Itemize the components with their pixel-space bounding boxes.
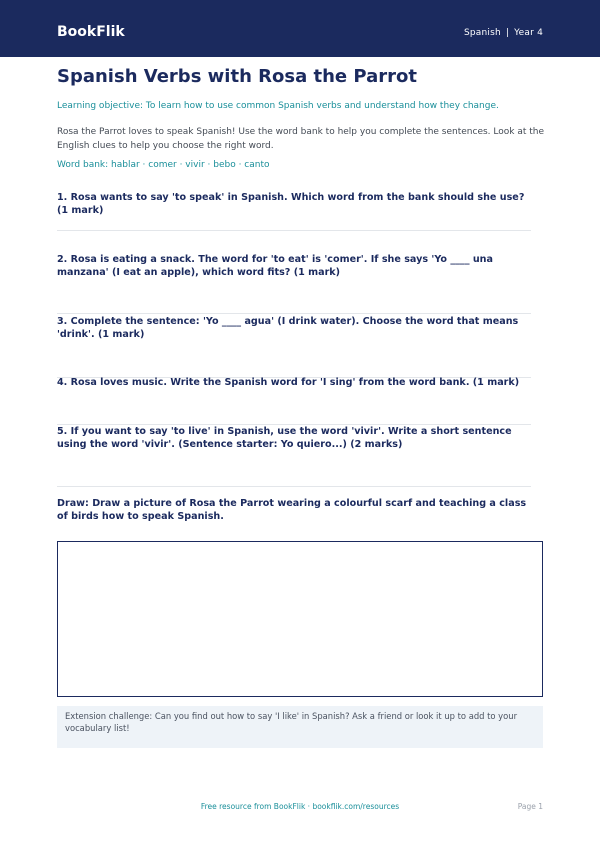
question-3: 3. Complete the sentence: 'Yo ____ agua' (I drink water). Choose the word that means 'drink'. (1 mark) xyxy=(57,316,519,340)
extension-text: Extension challenge: Can you find out how to say 'I like' in Spanish? Ask a friend or look it up to add to your vocabulary list! xyxy=(65,711,518,733)
answer-line-5[interactable] xyxy=(57,486,531,487)
extension-box xyxy=(57,706,543,748)
subject-label: Spanish xyxy=(463,28,501,38)
question-5: 5. If you want to say 'to live' in Spanish, use the word 'vivir'. Write a short sentence using the word 'vivir'. (Sentence starter: Yo quiero...) (2 marks) xyxy=(57,426,512,450)
word-bank: Word bank: hablar · comer · vivir · bebo · canto xyxy=(57,160,270,170)
year-label: Year 4 xyxy=(514,28,543,38)
question-2: 2. Rosa is eating a snack. The word for 'to eat' is 'comer'. If she says 'Yo ____ una manzana' (I eat an apple), which word fits? (1 mark) xyxy=(57,254,493,278)
answer-line-2[interactable] xyxy=(57,313,531,314)
drawing-area[interactable] xyxy=(57,541,543,697)
meta-separator: | xyxy=(505,28,510,38)
subject-year xyxy=(464,28,543,39)
learning-objective: Learning objective: To learn how to use common Spanish verbs and understand how they change. xyxy=(57,101,499,111)
question-4: 4. Rosa loves music. Write the Spanish word for 'I sing' from the word bank. (1 mark) xyxy=(57,377,520,388)
intro-text: Rosa the Parrot loves to speak Spanish! Use the word bank to help you complete the sentences. Look at the English clues to help you choose the right word. xyxy=(57,127,545,151)
footer-link[interactable]: Free resource from BookFlik · bookflik.com/resources xyxy=(200,802,400,811)
draw-prompt: Draw: Draw a picture of Rosa the Parrot wearing a colourful scarf and teaching a class of birds how to speak Spanish. xyxy=(57,498,527,522)
brand-logo: BookFlik xyxy=(57,24,125,40)
question-1: 1. Rosa wants to say 'to speak' in Spanish. Which word from the bank should she use? (1 mark) xyxy=(57,192,525,216)
page-number: Page 1 xyxy=(517,802,543,811)
answer-line-1[interactable] xyxy=(57,230,531,231)
header-bar xyxy=(0,0,600,57)
page-title: Spanish Verbs with Rosa the Parrot xyxy=(57,66,417,87)
